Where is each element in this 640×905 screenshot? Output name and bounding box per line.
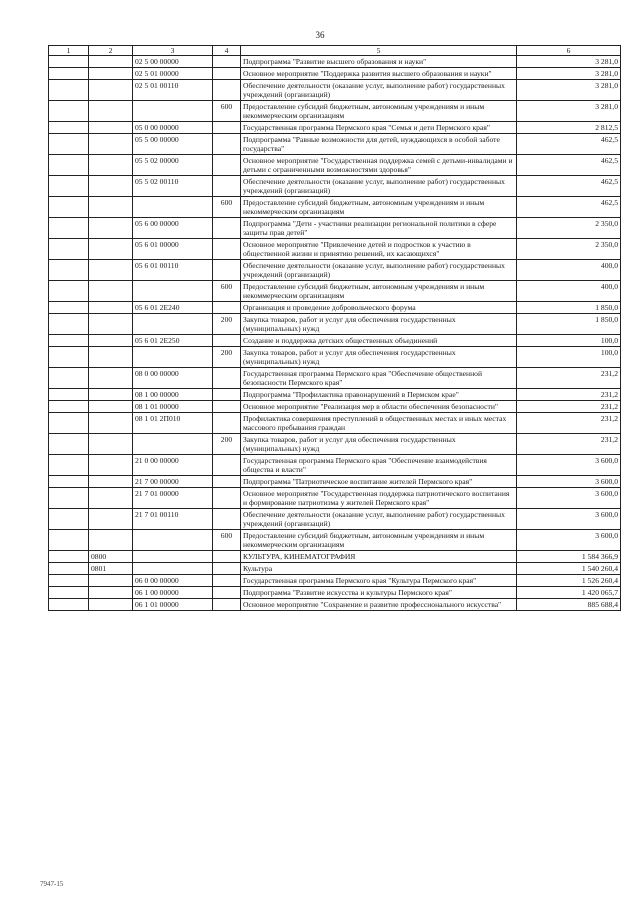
subsection-cell [89, 575, 133, 587]
page-number: 36 [315, 30, 325, 40]
description-cell: Основное мероприятие "Реализация мер в области обеспечения безопасности" [241, 401, 517, 413]
amount-cell: 231,2 [517, 401, 621, 413]
table-row [49, 260, 621, 281]
subsection-cell [89, 335, 133, 347]
section-cell [49, 530, 89, 551]
expense-type-cell: 600 [213, 530, 241, 551]
description-cell: Основное мероприятие "Сохранение и развитие профессионального искусства" [241, 599, 517, 611]
expense-type-cell [213, 260, 241, 281]
description-cell: Государственная программа Пермского края "Обеспечение взаимодействия общества и власти" [241, 455, 517, 476]
section-cell [49, 389, 89, 401]
target-article-cell [133, 281, 213, 302]
table-header-row [49, 46, 621, 56]
section-cell [49, 122, 89, 134]
table-row [49, 101, 621, 122]
target-article-cell: 08 1 01 2П010 [133, 413, 213, 434]
table-row [49, 530, 621, 551]
target-article-cell [133, 314, 213, 335]
expense-type-cell [213, 302, 241, 314]
description-cell: Предоставление субсидий бюджетным, автономным учреждениям и иным некоммерческим организациям [241, 197, 517, 218]
budget-table [48, 45, 621, 611]
amount-cell: 3 600,0 [517, 488, 621, 509]
target-article-cell: 08 0 00 00000 [133, 368, 213, 389]
expense-type-cell [213, 80, 241, 101]
section-cell [49, 302, 89, 314]
subsection-cell [89, 434, 133, 455]
amount-cell: 231,2 [517, 434, 621, 455]
subsection-cell [89, 488, 133, 509]
target-article-cell: 08 1 01 00000 [133, 401, 213, 413]
description-cell: Основное мероприятие "Поддержка развития высшего образования и науки" [241, 68, 517, 80]
subsection-cell [89, 239, 133, 260]
section-cell [49, 401, 89, 413]
amount-cell: 100,0 [517, 335, 621, 347]
section-cell [49, 101, 89, 122]
description-cell: Подпрограмма "Равные возможности для детей, нуждающихся в особой заботе государства" [241, 134, 517, 155]
description-cell: Подпрограмма "Развитие высшего образования и науки" [241, 56, 517, 68]
amount-cell: 231,2 [517, 389, 621, 401]
expense-type-cell [213, 176, 241, 197]
amount-cell: 3 281,0 [517, 80, 621, 101]
expense-type-cell: 600 [213, 281, 241, 302]
target-article-cell [133, 530, 213, 551]
subsection-cell [89, 530, 133, 551]
section-cell [49, 176, 89, 197]
expense-type-cell [213, 155, 241, 176]
amount-cell: 3 600,0 [517, 476, 621, 488]
target-article-cell: 05 6 01 2Е240 [133, 302, 213, 314]
amount-cell: 1 526 260,4 [517, 575, 621, 587]
table-row [49, 488, 621, 509]
target-article-cell: 21 7 00 00000 [133, 476, 213, 488]
section-cell [49, 68, 89, 80]
description-cell: Предоставление субсидий бюджетным, автономным учреждениям и иным некоммерческим организациям [241, 101, 517, 122]
section-cell [49, 488, 89, 509]
target-article-cell: 05 5 00 00000 [133, 134, 213, 155]
table-row [49, 122, 621, 134]
subsection-cell [89, 599, 133, 611]
description-cell: Обеспечение деятельности (оказание услуг, выполнение работ) государственных учреждений (организаций) [241, 509, 517, 530]
target-article-cell [133, 434, 213, 455]
target-article-cell: 08 1 00 00000 [133, 389, 213, 401]
description-cell: Основное мероприятие "Государственная поддержка патриотического воспитания и формирование патриотизма у жителей Пермского края" [241, 488, 517, 509]
section-cell [49, 134, 89, 155]
expense-type-cell [213, 68, 241, 80]
amount-cell: 2 812,5 [517, 122, 621, 134]
header-col-3: 3 [133, 46, 213, 56]
header-col-1: 1 [49, 46, 89, 56]
target-article-cell: 05 5 02 00110 [133, 176, 213, 197]
subsection-cell [89, 302, 133, 314]
description-cell: Предоставление субсидий бюджетным, автономным учреждениям и иным некоммерческим организациям [241, 281, 517, 302]
table-row [49, 368, 621, 389]
target-article-cell: 02 5 00 00000 [133, 56, 213, 68]
subsection-cell [89, 368, 133, 389]
amount-cell: 3 281,0 [517, 68, 621, 80]
target-article-cell: 02 5 01 00000 [133, 68, 213, 80]
section-cell [49, 197, 89, 218]
target-article-cell: 05 0 00 00000 [133, 122, 213, 134]
table-row [49, 599, 621, 611]
target-article-cell: 21 7 01 00000 [133, 488, 213, 509]
expense-type-cell [213, 368, 241, 389]
expense-type-cell: 600 [213, 101, 241, 122]
expense-type-cell [213, 122, 241, 134]
subsection-cell [89, 509, 133, 530]
subsection-cell [89, 122, 133, 134]
table-row [49, 281, 621, 302]
section-cell [49, 155, 89, 176]
amount-cell: 462,5 [517, 176, 621, 197]
section-cell [49, 476, 89, 488]
expense-type-cell [213, 56, 241, 68]
amount-cell: 462,5 [517, 134, 621, 155]
table-row [49, 239, 621, 260]
subsection-cell [89, 314, 133, 335]
section-cell [49, 368, 89, 389]
expense-type-cell: 200 [213, 347, 241, 368]
expense-type-cell [213, 551, 241, 563]
section-cell [49, 587, 89, 599]
subsection-cell [89, 455, 133, 476]
description-cell: Закупка товаров, работ и услуг для обеспечения государственных (муниципальных) нужд [241, 347, 517, 368]
amount-cell: 400,0 [517, 281, 621, 302]
table-row [49, 197, 621, 218]
expense-type-cell [213, 413, 241, 434]
expense-type-cell: 200 [213, 434, 241, 455]
table-row [49, 434, 621, 455]
table-row [49, 314, 621, 335]
table-row [49, 302, 621, 314]
table-row [49, 56, 621, 68]
expense-type-cell [213, 134, 241, 155]
expense-type-cell [213, 218, 241, 239]
description-cell: Закупка товаров, работ и услуг для обеспечения государственных (муниципальных) нужд [241, 314, 517, 335]
subsection-cell [89, 413, 133, 434]
amount-cell: 1 850,0 [517, 302, 621, 314]
table-row [49, 80, 621, 101]
amount-cell: 1 584 366,9 [517, 551, 621, 563]
target-article-cell [133, 101, 213, 122]
target-article-cell [133, 563, 213, 575]
amount-cell: 100,0 [517, 347, 621, 368]
subsection-cell [89, 401, 133, 413]
expense-type-cell: 600 [213, 197, 241, 218]
header-col-6: 6 [517, 46, 621, 56]
amount-cell: 462,5 [517, 155, 621, 176]
expense-type-cell [213, 587, 241, 599]
expense-type-cell [213, 476, 241, 488]
target-article-cell: 02 5 01 00110 [133, 80, 213, 101]
description-cell: Основное мероприятие "Государственная поддержка семей с детьми-инвалидами и детьми с ограниченными возможностями здоровья" [241, 155, 517, 176]
target-article-cell: 06 1 01 00000 [133, 599, 213, 611]
table-row [49, 563, 621, 575]
footer-code: 7947-15 [40, 880, 64, 888]
description-cell: Создание и поддержка детских общественных объединений [241, 335, 517, 347]
section-cell [49, 434, 89, 455]
header-col-2: 2 [89, 46, 133, 56]
expense-type-cell [213, 599, 241, 611]
header-col-4: 4 [213, 46, 241, 56]
table-row [49, 155, 621, 176]
subsection-cell [89, 56, 133, 68]
amount-cell: 462,5 [517, 197, 621, 218]
subsection-cell [89, 218, 133, 239]
target-article-cell: 05 5 02 00000 [133, 155, 213, 176]
expense-type-cell [213, 509, 241, 530]
amount-cell: 885 688,4 [517, 599, 621, 611]
target-article-cell: 06 1 00 00000 [133, 587, 213, 599]
table-row [49, 218, 621, 239]
table-row [49, 68, 621, 80]
expense-type-cell [213, 575, 241, 587]
section-cell [49, 260, 89, 281]
expense-type-cell [213, 563, 241, 575]
amount-cell: 1 420 065,7 [517, 587, 621, 599]
description-cell: Государственная программа Пермского края "Культура Пермского края" [241, 575, 517, 587]
expense-type-cell: 200 [213, 314, 241, 335]
table-row [49, 389, 621, 401]
section-cell [49, 56, 89, 68]
table-row [49, 401, 621, 413]
description-cell: Подпрограмма "Профилактика правонарушений в Пермском крае" [241, 389, 517, 401]
target-article-cell: 05 6 00 00000 [133, 218, 213, 239]
table-body [49, 56, 621, 611]
subsection-cell [89, 197, 133, 218]
table-row [49, 335, 621, 347]
section-cell [49, 455, 89, 476]
amount-cell: 2 350,0 [517, 239, 621, 260]
section-cell [49, 239, 89, 260]
section-cell [49, 575, 89, 587]
amount-cell: 3 600,0 [517, 455, 621, 476]
section-cell [49, 599, 89, 611]
description-cell: Государственная программа Пермского края "Обеспечение общественной безопасности Пермского края" [241, 368, 517, 389]
subsection-cell [89, 281, 133, 302]
section-cell [49, 551, 89, 563]
table-row [49, 509, 621, 530]
table-row [49, 347, 621, 368]
description-cell: Подпрограмма "Развитие искусства и культуры Пермского края" [241, 587, 517, 599]
target-article-cell [133, 197, 213, 218]
amount-cell: 1 850,0 [517, 314, 621, 335]
section-cell [49, 413, 89, 434]
target-article-cell: 05 6 01 00000 [133, 239, 213, 260]
amount-cell: 3 600,0 [517, 530, 621, 551]
amount-cell: 231,2 [517, 368, 621, 389]
subsection-cell [89, 389, 133, 401]
subsection-cell [89, 155, 133, 176]
subsection-cell [89, 134, 133, 155]
subsection-cell: 0801 [89, 563, 133, 575]
target-article-cell: 05 6 01 2Е250 [133, 335, 213, 347]
description-cell: Подпрограмма "Дети - участники реализации региональной политики в сфере защиты прав детей" [241, 218, 517, 239]
amount-cell: 400,0 [517, 260, 621, 281]
description-cell: Организация и проведение добровольческого форума [241, 302, 517, 314]
section-cell [49, 335, 89, 347]
amount-cell: 231,2 [517, 413, 621, 434]
description-cell: Подпрограмма "Патриотическое воспитание жителей Пермского края" [241, 476, 517, 488]
section-cell [49, 218, 89, 239]
description-cell: Обеспечение деятельности (оказание услуг, выполнение работ) государственных учреждений (организаций) [241, 80, 517, 101]
table-row [49, 455, 621, 476]
expense-type-cell [213, 239, 241, 260]
target-article-cell: 06 0 00 00000 [133, 575, 213, 587]
description-cell: Профилактика совершения преступлений в общественных местах и иных местах массового пребывания граждан [241, 413, 517, 434]
table-row [49, 587, 621, 599]
table-row [49, 551, 621, 563]
section-cell [49, 509, 89, 530]
header-col-5: 5 [241, 46, 517, 56]
subsection-cell [89, 80, 133, 101]
section-cell [49, 347, 89, 368]
amount-cell: 3 281,0 [517, 56, 621, 68]
target-article-cell [133, 347, 213, 368]
subsection-cell [89, 260, 133, 281]
subsection-cell [89, 101, 133, 122]
expense-type-cell [213, 455, 241, 476]
target-article-cell [133, 551, 213, 563]
description-cell: Обеспечение деятельности (оказание услуг, выполнение работ) государственных учреждений (организаций) [241, 176, 517, 197]
target-article-cell: 05 6 01 00110 [133, 260, 213, 281]
subsection-cell: 0800 [89, 551, 133, 563]
target-article-cell: 21 7 01 00110 [133, 509, 213, 530]
expense-type-cell [213, 389, 241, 401]
amount-cell: 1 540 260,4 [517, 563, 621, 575]
description-cell: Обеспечение деятельности (оказание услуг, выполнение работ) государственных учреждений (организаций) [241, 260, 517, 281]
description-cell: КУЛЬТУРА, КИНЕМАТОГРАФИЯ [241, 551, 517, 563]
section-cell [49, 281, 89, 302]
description-cell: Культура [241, 563, 517, 575]
section-cell [49, 563, 89, 575]
table-row [49, 476, 621, 488]
expense-type-cell [213, 488, 241, 509]
description-cell: Предоставление субсидий бюджетным, автономным учреждениям и иным некоммерческим организациям [241, 530, 517, 551]
section-cell [49, 314, 89, 335]
amount-cell: 3 281,0 [517, 101, 621, 122]
expense-type-cell [213, 335, 241, 347]
section-cell [49, 80, 89, 101]
description-cell: Закупка товаров, работ и услуг для обеспечения государственных (муниципальных) нужд [241, 434, 517, 455]
table-row [49, 134, 621, 155]
subsection-cell [89, 68, 133, 80]
target-article-cell: 21 0 00 00000 [133, 455, 213, 476]
table-row [49, 176, 621, 197]
amount-cell: 2 350,0 [517, 218, 621, 239]
subsection-cell [89, 587, 133, 599]
table-row [49, 575, 621, 587]
description-cell: Основное мероприятие "Привлечение детей и подростков к участию в общественной жизни и принятию решений, их касающихся" [241, 239, 517, 260]
subsection-cell [89, 347, 133, 368]
subsection-cell [89, 176, 133, 197]
subsection-cell [89, 476, 133, 488]
description-cell: Государственная программа Пермского края "Семья и дети Пермского края" [241, 122, 517, 134]
amount-cell: 3 600,0 [517, 509, 621, 530]
expense-type-cell [213, 401, 241, 413]
table-row [49, 413, 621, 434]
